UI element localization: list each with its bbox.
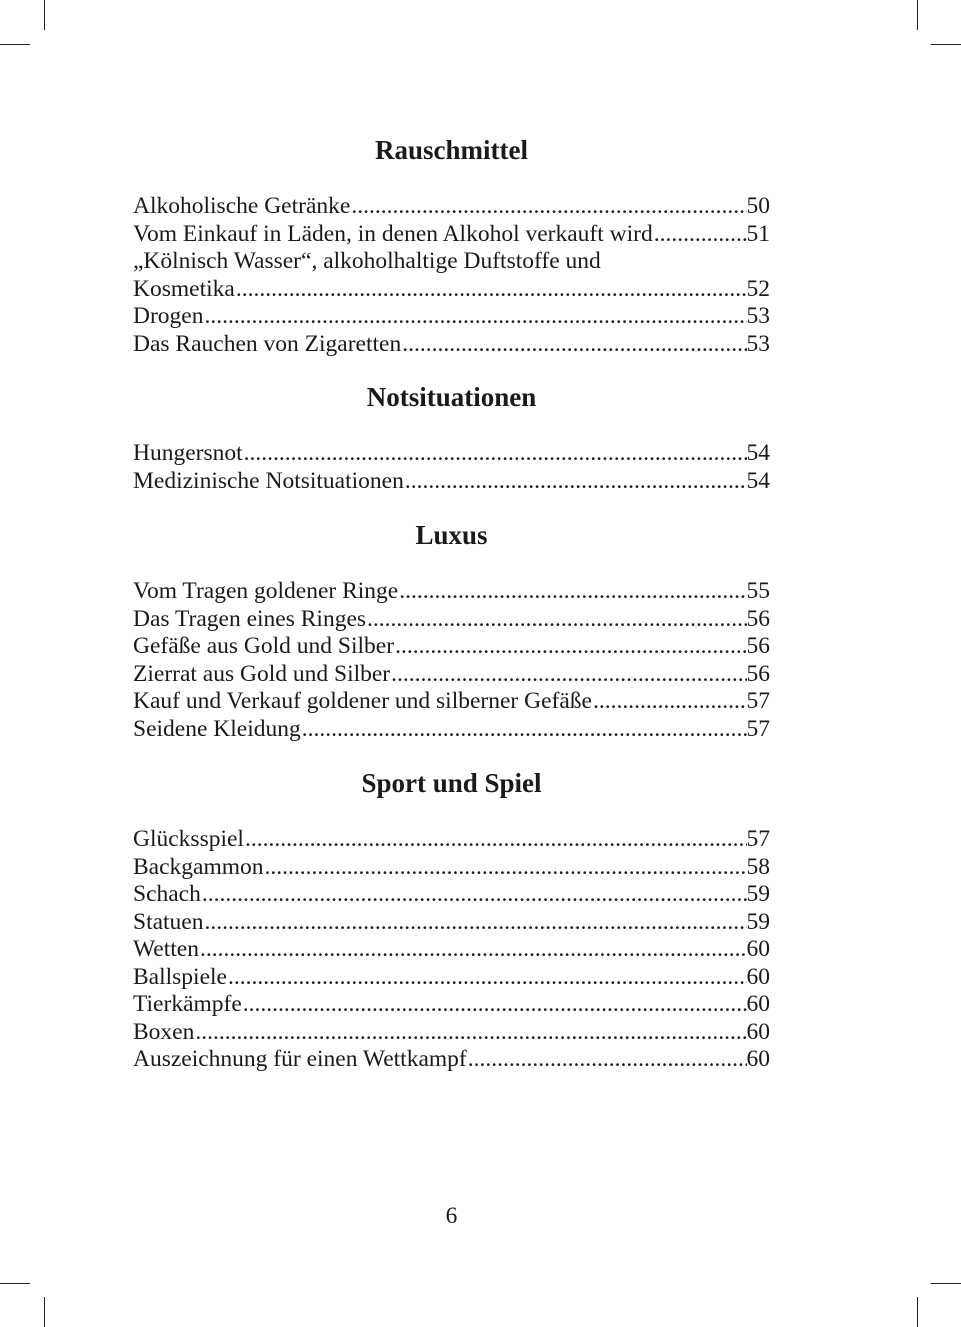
toc-entry[interactable]	[133, 303, 770, 331]
toc-dot-leader	[202, 881, 747, 909]
toc-entry-title: Hungersnot	[133, 440, 243, 466]
toc-entry[interactable]	[133, 909, 770, 937]
toc-dot-leader	[302, 716, 747, 744]
toc-entry[interactable]	[133, 468, 770, 496]
toc-dot-leader	[405, 468, 747, 496]
toc-entry-page: 59	[746, 908, 770, 935]
toc-entry-page: 53	[746, 330, 770, 357]
toc-entry[interactable]	[133, 661, 770, 689]
toc-entry-page: 60	[746, 1046, 770, 1072]
toc-dot-leader	[204, 303, 746, 331]
crop-mark-bottom-right-horizontal	[931, 1283, 961, 1284]
toc-dot-leader	[228, 964, 747, 992]
toc-entry[interactable]	[133, 578, 770, 606]
crop-mark-top-left-vertical	[44, 0, 45, 30]
toc-entry[interactable]	[133, 854, 770, 882]
toc-dot-leader	[391, 661, 746, 689]
toc-entry[interactable]	[133, 633, 770, 661]
toc-entry-title: Das Tragen eines Ringes	[133, 605, 367, 632]
crop-mark-bottom-left-vertical	[44, 1297, 45, 1327]
toc-entry-page: 56	[746, 605, 770, 632]
toc-entry[interactable]	[133, 881, 770, 909]
toc-entry-title: „Kölnisch Wasser“, alkoholhaltige Duftstoffe und	[133, 248, 601, 274]
toc-entry[interactable]	[133, 1046, 770, 1074]
toc-entry-page: 58	[746, 853, 770, 880]
toc-entry-page: 53	[746, 303, 770, 329]
toc-dot-leader	[205, 909, 747, 937]
toc-dot-leader	[593, 688, 747, 716]
toc-entry-title: Vom Tragen goldener Ringe	[133, 578, 399, 604]
toc-entry-title: Zierrat aus Gold und Silber	[133, 660, 391, 687]
page-number: 6	[445, 1203, 458, 1229]
toc-entry-page: 60	[746, 991, 770, 1017]
toc-dot-leader	[402, 331, 746, 359]
toc-entry-page: 54	[746, 440, 770, 466]
toc-entry-title: Drogen	[133, 303, 204, 329]
toc-dot-leader	[244, 440, 747, 468]
toc-entry-title: Glücksspiel	[133, 826, 244, 852]
toc-entry-title: Ballspiele	[133, 963, 227, 990]
crop-mark-top-right-horizontal	[931, 44, 961, 45]
toc-entry-title: Kosmetika	[133, 275, 235, 302]
toc-dot-leader	[245, 826, 747, 854]
toc-dot-leader	[654, 221, 747, 249]
toc-entry-page: 50	[746, 193, 770, 219]
toc-entry[interactable]	[133, 826, 770, 854]
toc-entry[interactable]	[133, 276, 770, 304]
toc-entry-page: 57	[746, 688, 770, 714]
toc-entry[interactable]	[133, 248, 770, 276]
toc-entry-page: 60	[746, 1018, 770, 1045]
toc-entry-page: 60	[746, 936, 770, 962]
toc-entry-title: Das Rauchen von Zigaretten	[133, 330, 402, 357]
toc-dot-leader	[399, 578, 746, 606]
toc-entry[interactable]	[133, 193, 770, 221]
section-heading: Rauschmittel	[375, 135, 528, 165]
crop-mark-bottom-right-vertical	[917, 1297, 918, 1327]
toc-entry[interactable]	[133, 688, 770, 716]
toc-entry-title: Boxen	[133, 1018, 195, 1045]
toc-entry[interactable]	[133, 936, 770, 964]
toc-entry[interactable]	[133, 991, 770, 1019]
toc-entry-title: Kauf und Verkauf goldener und silberner Gefäße	[133, 688, 592, 714]
toc-entry-page: 57	[746, 715, 770, 742]
toc-entry[interactable]	[133, 606, 770, 634]
toc-entry-page: 51	[746, 220, 770, 247]
toc-dot-leader	[195, 1019, 746, 1047]
section-heading: Notsituationen	[366, 382, 537, 412]
toc-entry[interactable]	[133, 1019, 770, 1047]
toc-dot-leader	[468, 1046, 747, 1074]
toc-entry-title: Schach	[133, 881, 201, 907]
toc-dot-leader	[367, 606, 746, 634]
crop-mark-top-right-vertical	[917, 0, 918, 30]
toc-entry-title: Tierkämpfe	[133, 991, 242, 1017]
toc-entry-title: Wetten	[133, 936, 199, 962]
toc-entry-title: Backgammon	[133, 853, 264, 880]
toc-entry-page: 52	[746, 275, 770, 302]
section-heading: Luxus	[415, 520, 488, 550]
toc-entry[interactable]	[133, 716, 770, 744]
crop-mark-bottom-left-horizontal	[0, 1283, 30, 1284]
toc-entry[interactable]	[133, 331, 770, 359]
toc-dot-leader	[265, 854, 747, 882]
toc-entry-page: 55	[746, 578, 770, 604]
toc-dot-leader	[243, 991, 747, 1019]
toc-entry-title: Statuen	[133, 908, 204, 935]
toc-entry-title: Alkoholische Getränke	[133, 193, 351, 219]
toc-dot-leader	[200, 936, 747, 964]
toc-entry-page: 59	[746, 881, 770, 907]
toc-entry-title: Seidene Kleidung	[133, 715, 301, 742]
toc-entry[interactable]	[133, 964, 770, 992]
toc-entry-page: 57	[746, 826, 770, 852]
toc-entry-title: Auszeichnung für einen Wettkampf	[133, 1046, 467, 1072]
toc-entry-page: 60	[746, 963, 770, 990]
toc-entry-page: 56	[746, 633, 770, 659]
crop-mark-top-left-horizontal	[0, 44, 30, 45]
toc-entry-title: Vom Einkauf in Läden, in denen Alkohol verkauft wird	[133, 220, 653, 247]
toc-entry-title: Gefäße aus Gold und Silber	[133, 633, 395, 659]
section-heading: Sport und Spiel	[361, 768, 542, 798]
toc-dot-leader	[395, 633, 746, 661]
toc-dot-leader	[351, 193, 746, 221]
toc-entry-page: 56	[746, 660, 770, 687]
toc-dot-leader	[236, 276, 747, 304]
toc-entry[interactable]	[133, 221, 770, 249]
toc-entry-page: 54	[746, 467, 770, 494]
toc-entry-title: Medizinische Notsituationen	[133, 467, 404, 494]
toc-entry[interactable]	[133, 440, 770, 468]
